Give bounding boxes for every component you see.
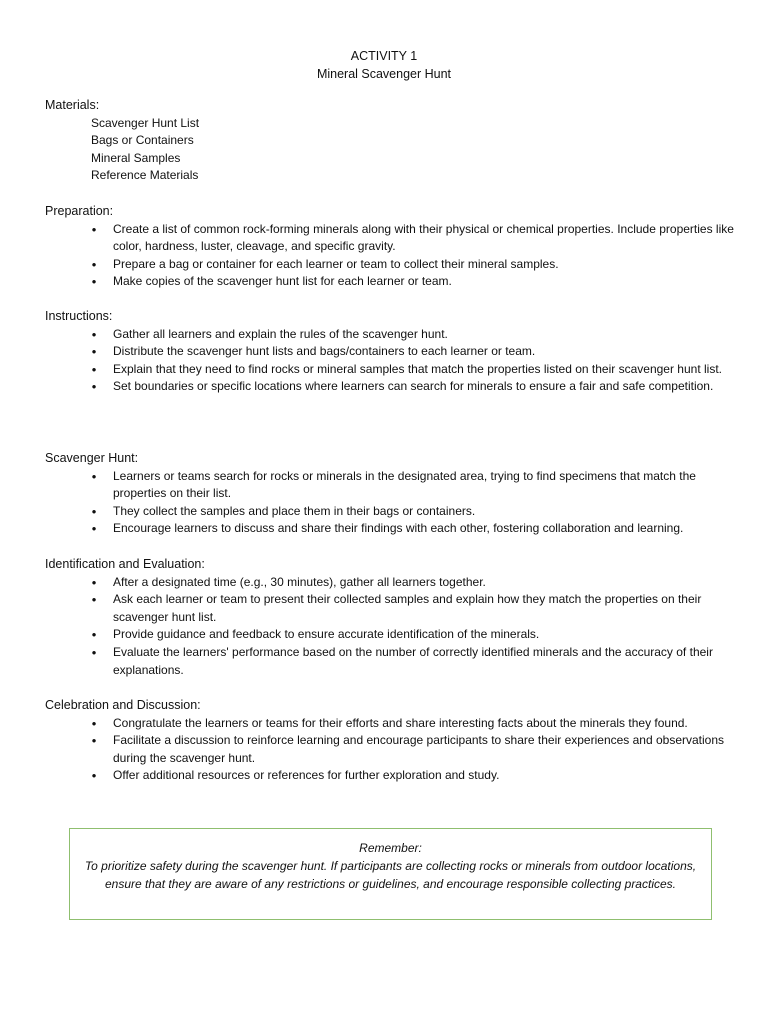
list-item: [45, 503, 735, 521]
scavenger-hunt-list: [45, 468, 735, 538]
evaluation-list: [45, 574, 735, 680]
list-item-text: Make copies of the scavenger hunt list for each learner or team.: [113, 274, 452, 289]
preparation-section: [45, 203, 735, 291]
list-item-text: Create a list of common rock-forming minerals along with their physical or chemical properties. Include properties like color, hardness, luster, cleavage, and specific gravity.: [113, 221, 734, 254]
bullet-icon: •: [91, 503, 97, 519]
list-item-text: Provide guidance and feedback to ensure accurate identification of the minerals.: [113, 627, 540, 642]
evaluation-section: [45, 556, 735, 679]
materials-list: [45, 115, 735, 185]
bullet-icon: •: [91, 644, 97, 660]
list-item-text: They collect the samples and place them in their bags or containers.: [113, 503, 476, 518]
evaluation-heading: Identification and Evaluation:: [45, 557, 205, 571]
list-item: [45, 574, 735, 592]
bullet-icon: •: [91, 379, 97, 395]
list-item: [45, 221, 735, 256]
celebration-section: [45, 697, 735, 785]
list-item-text: Ask each learner or team to present their collected samples and explain how they match the properties on their scavenger hunt list.: [113, 592, 702, 624]
list-item-text: Offer additional resources or references for further exploration and study.: [113, 768, 500, 783]
list-item-text: Set boundaries or specific locations where learners can search for minerals to ensure a fair and safe competition.: [113, 379, 714, 394]
bullet-icon: •: [91, 574, 97, 590]
celebration-list: [45, 715, 735, 785]
list-item: [45, 644, 735, 679]
list-item: [45, 767, 735, 785]
remember-title: Remember:: [359, 841, 422, 855]
materials-item: Mineral Samples: [91, 150, 181, 165]
list-item: [45, 732, 735, 767]
list-item-text: Distribute the scavenger hunt lists and bags/containers to each learner or team.: [113, 344, 536, 359]
list-item: [45, 361, 735, 379]
list-item: [45, 715, 735, 733]
bullet-icon: •: [91, 768, 97, 784]
instructions-section: [45, 308, 735, 396]
list-item: [45, 256, 735, 274]
bullet-icon: •: [91, 361, 97, 377]
list-item: [45, 520, 735, 538]
scavenger-hunt-section: [45, 450, 735, 538]
bullet-icon: •: [91, 592, 97, 608]
list-item: [45, 326, 735, 344]
bullet-icon: •: [91, 715, 97, 731]
instructions-heading: Instructions:: [45, 309, 113, 323]
list-item-text: Explain that they need to find rocks or mineral samples that match the properties listed on their scavenger hunt list.: [113, 361, 722, 376]
bullet-icon: •: [91, 221, 97, 237]
materials-heading: Materials:: [45, 98, 100, 112]
bullet-icon: •: [91, 274, 97, 290]
preparation-list: [45, 221, 735, 291]
list-item-text: Congratulate the learners or teams for their efforts and share interesting facts about the minerals they found.: [113, 715, 688, 730]
title-block: [0, 47, 768, 83]
bullet-icon: •: [91, 326, 97, 342]
list-item: [45, 591, 735, 626]
list-item: [45, 378, 735, 396]
remember-text: To prioritize safety during the scavenger hunt. If participants are collecting rocks or minerals from outdoor locations, ensure that they are aware of any restrictions or guidelines, and encourage responsible collecting practices.: [84, 859, 697, 891]
list-item-text: Prepare a bag or container for each learner or team to collect their mineral samples.: [113, 256, 559, 271]
list-item-text: Learners or teams search for rocks or minerals in the designated area, trying to find specimens that match the properties on their list.: [113, 468, 696, 501]
activity-title: Mineral Scavenger Hunt: [316, 67, 452, 81]
remember-callout: [69, 828, 712, 920]
list-item-text: Evaluate the learners' performance based on the number of correctly identified minerals and the accuracy of their explanations.: [113, 644, 713, 677]
list-item-text: Gather all learners and explain the rules of the scavenger hunt.: [113, 326, 448, 341]
bullet-icon: •: [91, 627, 97, 643]
materials-section: [45, 97, 735, 185]
list-item: [45, 343, 735, 361]
bullet-icon: •: [91, 344, 97, 360]
scavenger-hunt-heading: Scavenger Hunt:: [45, 451, 139, 465]
bullet-icon: •: [91, 521, 97, 537]
list-item: [45, 273, 735, 291]
list-item-text: Facilitate a discussion to reinforce learning and encourage participants to share their experiences and observations during the scavenger hunt.: [113, 733, 725, 765]
bullet-icon: •: [91, 733, 97, 749]
preparation-heading: Preparation:: [45, 204, 114, 218]
list-item-text: After a designated time (e.g., 30 minutes), gather all learners together.: [113, 574, 486, 589]
list-item: [45, 468, 735, 503]
celebration-heading: Celebration and Discussion:: [45, 698, 201, 712]
instructions-list: [45, 326, 735, 396]
bullet-icon: •: [91, 468, 97, 484]
materials-item: Reference Materials: [91, 168, 199, 183]
list-item-text: Encourage learners to discuss and share their findings with each other, fostering collaboration and learning.: [113, 521, 684, 536]
bullet-icon: •: [91, 256, 97, 272]
materials-item: Bags or Containers: [91, 133, 194, 148]
list-item: [45, 626, 735, 644]
materials-item: Scavenger Hunt List: [91, 115, 200, 130]
activity-number: ACTIVITY 1: [350, 49, 418, 63]
